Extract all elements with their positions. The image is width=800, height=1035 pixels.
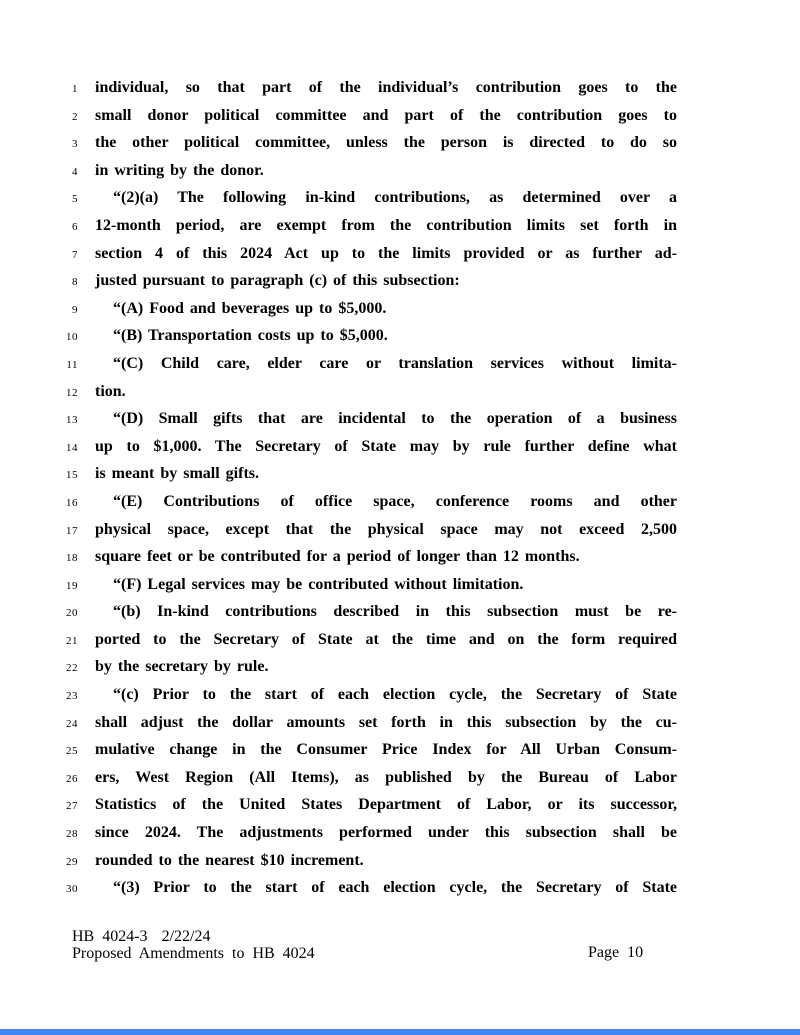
- text-line: [0, 626, 800, 654]
- line-number: 7: [72, 248, 78, 261]
- line-text: “(2)(a) The following in-kind contributions, as determined over a: [113, 189, 677, 207]
- line-number: 28: [66, 828, 78, 841]
- text-line: [0, 295, 800, 323]
- line-number: 12: [66, 386, 78, 399]
- line-number: 19: [66, 579, 78, 592]
- line-text: tion.: [95, 382, 126, 400]
- line-number: 17: [66, 524, 78, 537]
- line-text: “(A) Food and beverages up to $5,000.: [113, 299, 387, 317]
- footer-title: Proposed Amendments to HB 4024: [72, 944, 315, 962]
- line-text: is meant by small gifts.: [95, 465, 259, 483]
- line-number: 20: [66, 607, 78, 620]
- line-text: ers, West Region (All Items), as published by the Bureau of Labor: [95, 768, 677, 786]
- line-text: shall adjust the dollar amounts set forth in this subsection by the cu-: [95, 713, 677, 731]
- line-text: mulative change in the Consumer Price Index for All Urban Consum-: [95, 741, 677, 759]
- line-text: physical space, except that the physical space may not exceed 2,500: [95, 520, 677, 538]
- bottom-accent-bar: [0, 1029, 800, 1035]
- line-text: individual, so that part of the individual’s contribution goes to the: [95, 79, 677, 96]
- text-line: [0, 847, 800, 875]
- line-text: 12-month period, are exempt from the contribution limits set forth in: [95, 216, 677, 234]
- line-number: 2: [72, 110, 78, 123]
- line-text: justed pursuant to paragraph (c) of this subsection:: [95, 272, 460, 290]
- line-number: 21: [66, 634, 78, 647]
- line-text: “(D) Small gifts that are incidental to the operation of a business: [113, 410, 677, 428]
- line-number: 13: [66, 414, 78, 427]
- text-line: [0, 736, 800, 764]
- text-line: [0, 350, 800, 378]
- text-line: [0, 212, 800, 240]
- line-number: 1: [72, 83, 78, 95]
- line-text: “(E) Contributions of office space, conference rooms and other: [113, 492, 677, 510]
- line-number: 8: [72, 276, 78, 289]
- text-line: [0, 240, 800, 268]
- text-line: [0, 433, 800, 461]
- line-number: 4: [72, 165, 78, 178]
- line-number: 30: [66, 883, 78, 896]
- line-text: ported to the Secretary of State at the time and on the form required: [95, 630, 677, 648]
- line-text: “(b) In-kind contributions described in this subsection must be re-: [113, 603, 677, 621]
- text-line: [0, 764, 800, 792]
- line-number: 16: [66, 496, 78, 509]
- text-line: [0, 157, 800, 185]
- page-number-label: Page 10: [588, 944, 644, 961]
- line-number: 6: [72, 220, 78, 233]
- line-number: 15: [66, 469, 78, 482]
- line-number: 11: [66, 358, 78, 371]
- footer-doc-id: HB 4024-3: [72, 928, 148, 945]
- line-number: 14: [66, 441, 78, 454]
- line-number: 23: [66, 690, 78, 703]
- line-number: 24: [66, 717, 78, 730]
- text-line: [0, 874, 800, 902]
- text-line: [0, 184, 800, 212]
- line-text: square feet or be contributed for a period of longer than 12 months.: [95, 548, 580, 566]
- line-number: 10: [66, 331, 78, 344]
- text-line: [0, 488, 800, 516]
- line-text: section 4 of this 2024 Act up to the limits provided or as further ad-: [95, 244, 677, 262]
- line-number: 9: [72, 303, 78, 316]
- line-number: 3: [72, 138, 78, 151]
- line-text: since 2024. The adjustments performed under this subsection shall be: [95, 824, 677, 842]
- text-line: [0, 819, 800, 847]
- line-text: rounded to the nearest $10 increment.: [95, 851, 364, 869]
- line-text: “(C) Child care, elder care or translation services without limita-: [113, 354, 677, 372]
- line-text: in writing by the donor.: [95, 161, 264, 179]
- text-line: [0, 378, 800, 406]
- text-line: [0, 267, 800, 295]
- text-line: [0, 543, 800, 571]
- text-line: [0, 571, 800, 599]
- line-text: the other political committee, unless the person is directed to do so: [95, 134, 677, 152]
- line-number: 27: [66, 800, 78, 813]
- text-line: [0, 460, 800, 488]
- line-number: 26: [66, 772, 78, 785]
- line-text: “(c) Prior to the start of each election cycle, the Secretary of State: [113, 686, 677, 704]
- text-line: [0, 516, 800, 544]
- text-line: [0, 709, 800, 737]
- line-text: small donor political committee and part of the contribution goes to: [95, 106, 677, 124]
- text-line: [0, 102, 800, 130]
- text-line: [0, 791, 800, 819]
- text-line: [0, 681, 800, 709]
- line-number: 22: [66, 662, 78, 675]
- line-text: “(3) Prior to the start of each election cycle, the Secretary of State: [113, 879, 677, 897]
- line-number: 5: [72, 193, 78, 206]
- line-number: 25: [66, 745, 78, 758]
- page-footer: [72, 929, 315, 962]
- line-text: “(B) Transportation costs up to $5,000.: [113, 327, 388, 345]
- line-text: Statistics of the United States Department of Labor, or its successor,: [95, 796, 677, 814]
- text-line: [0, 598, 800, 626]
- text-line: [0, 322, 800, 350]
- line-text: up to $1,000. The Secretary of State may by rule further define what: [95, 437, 677, 455]
- footer-doc-line: [72, 929, 315, 946]
- line-number: 29: [66, 855, 78, 868]
- footer-date: 2/22/24: [161, 928, 211, 945]
- text-line: [0, 129, 800, 157]
- line-text: “(F) Legal services may be contributed without limitation.: [113, 575, 524, 593]
- text-line: [0, 405, 800, 433]
- line-text: by the secretary by rule.: [95, 658, 269, 676]
- line-number: 18: [66, 552, 78, 565]
- body-text: [0, 74, 800, 902]
- text-line: [0, 653, 800, 681]
- text-line: [0, 74, 800, 102]
